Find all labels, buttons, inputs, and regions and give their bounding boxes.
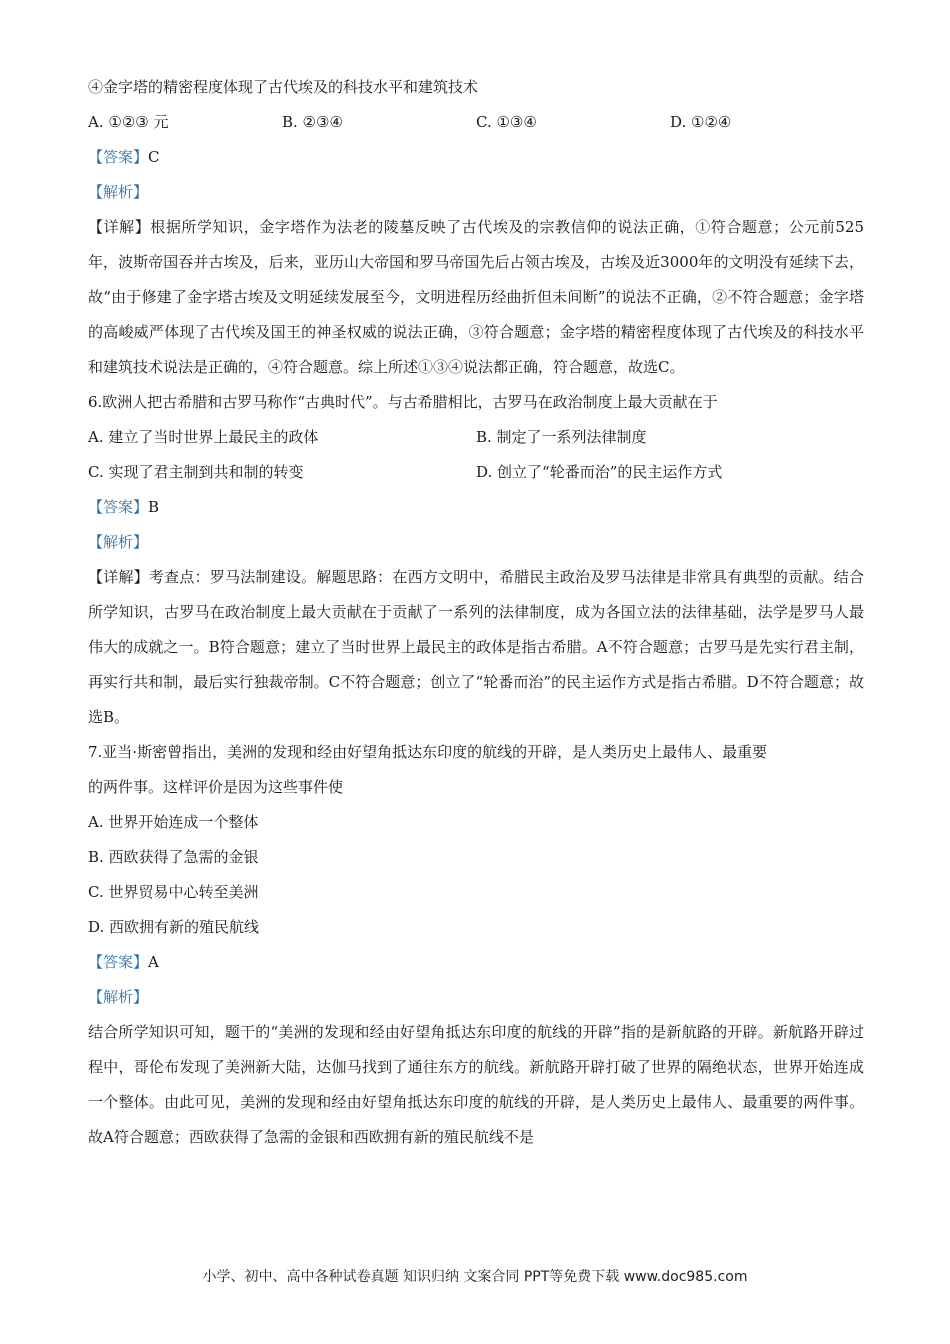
q6-option-c: C. 实现了君主制到共和制的转变 (88, 463, 304, 481)
detail-text: 考查点：罗马法制建设。解题思路：在西方文明中，希腊民主政治及罗马法律是非常具有典型的贡献。结合所学知识，古罗马在政治制度上最大贡献在于贡献了一系列的法律制度，成为各国立法的法律基础，法学是罗马人最伟大的成就之一。B符合题意；建立了当时世界上最民主的政体是指古希腊。A不符合题意；古罗马是先实行君主制，再实行共和制，最后实行独裁帝制。C不符合题意；创立了“轮番而治”的民主运作方式是指古希腊。D不符合题意；故选B。 (88, 568, 864, 726)
q5-option-d: D. ①②④ (670, 113, 732, 131)
q6-option-a: A. 建立了当时世界上最民主的政体 (88, 428, 319, 446)
q7-option-c: C. 世界贸易中心转至美洲 (88, 883, 259, 901)
q6-detail (88, 560, 864, 735)
q5-option-b: B. ②③④ (282, 113, 343, 131)
q5-item-4: ④金字塔的精密程度体现了古代埃及的科技水平和建筑技术 (88, 78, 479, 96)
q6-answer (88, 490, 864, 525)
answer-value: A (148, 953, 159, 971)
answer-value: C (148, 148, 160, 166)
q7-analysis: 结合所学知识可知，题干的“美洲的发现和经由好望角抵达东印度的航线的开辟”指的是新航路的开辟。新航路开辟过程中，哥伦布发现了美洲新大陆，达伽马找到了通往东方的航线。新航路开辟打破了世界的隔绝状态，世界开始连成一个整体。由此可见，美洲的发现和经由好望角抵达东印度的航线的开辟，是人类历史上最伟人、最重要的两件事。故A符合题意；西欧获得了急需的金银和西欧拥有新的殖民航线不是 (88, 1023, 864, 1146)
analysis-tag: 【解析】 (88, 988, 149, 1006)
page-footer: 小学、初中、高中各种试卷真题 知识归纳 文案合同 PPT等免费下载 www.doc985.com (202, 1269, 748, 1285)
detail-text: 根据所学知识，金字塔作为法老的陵墓反映了古代埃及的宗教信仰的说法正确，①符合题意；公元前525年，波斯帝国吞并古埃及，后来，亚历山大帝国和罗马帝国先后占领古埃及，古埃及近3000年的文明没有延续下去，故“由于修建了金字塔古埃及文明延续发展至今，文明进程历经曲折但未间断”的说法不正确，②不符合题意；金字塔的高峻威严体现了古代埃及国王的神圣权威的说法正确，③符合题意；金字塔的精密程度体现了古代埃及的科技水平和建筑技术说法是正确的，④符合题意。综上所述①③④说法都正确，符合题意，故选C。 (88, 218, 864, 376)
q6-analysis-heading (88, 525, 864, 560)
q5-options (88, 105, 864, 140)
answer-value: B (148, 498, 160, 516)
q7-option-a: A. 世界开始连成一个整体 (88, 813, 259, 831)
q7-analysis-heading (88, 980, 864, 1015)
analysis-tag: 【解析】 (88, 533, 149, 551)
q5-detail (88, 210, 864, 385)
q7-stem-line-2: 的两件事。这样评价是因为这些事件使 (88, 778, 344, 796)
q5-answer (88, 140, 864, 175)
q7-option-b: B. 西欧获得了急需的金银 (88, 848, 259, 866)
analysis-tag: 【解析】 (88, 183, 149, 201)
q6-option-b: B. 制定了一系列法律制度 (476, 428, 647, 446)
detail-tag: 【详解】 (88, 218, 151, 236)
q7-answer (88, 945, 864, 980)
q5-option-c: C. ①③④ (476, 113, 537, 131)
q5-option-a: A. ①②③ 元 (88, 113, 169, 131)
q5-analysis-heading (88, 175, 864, 210)
answer-tag: 【答案】 (88, 148, 149, 166)
document-page (88, 70, 864, 1155)
q6-options-row-1 (88, 420, 864, 455)
detail-tag: 【详解】 (88, 568, 149, 586)
q6-option-d: D. 创立了“轮番而治”的民主运作方式 (476, 463, 723, 481)
q7-option-d: D. 西欧拥有新的殖民航线 (88, 918, 260, 936)
answer-tag: 【答案】 (88, 498, 149, 516)
q6-options-row-2 (88, 455, 864, 490)
q6-stem: 6.欧洲人把古希腊和古罗马称作“古典时代”。与古希腊相比，古罗马在政治制度上最大贡献在于 (88, 393, 718, 411)
answer-tag: 【答案】 (88, 953, 149, 971)
q7-stem-line-1: 7.亚当·斯密曾指出，美洲的发现和经由好望角抵达东印度的航线的开辟，是人类历史上最伟人、最重要 (88, 743, 768, 761)
